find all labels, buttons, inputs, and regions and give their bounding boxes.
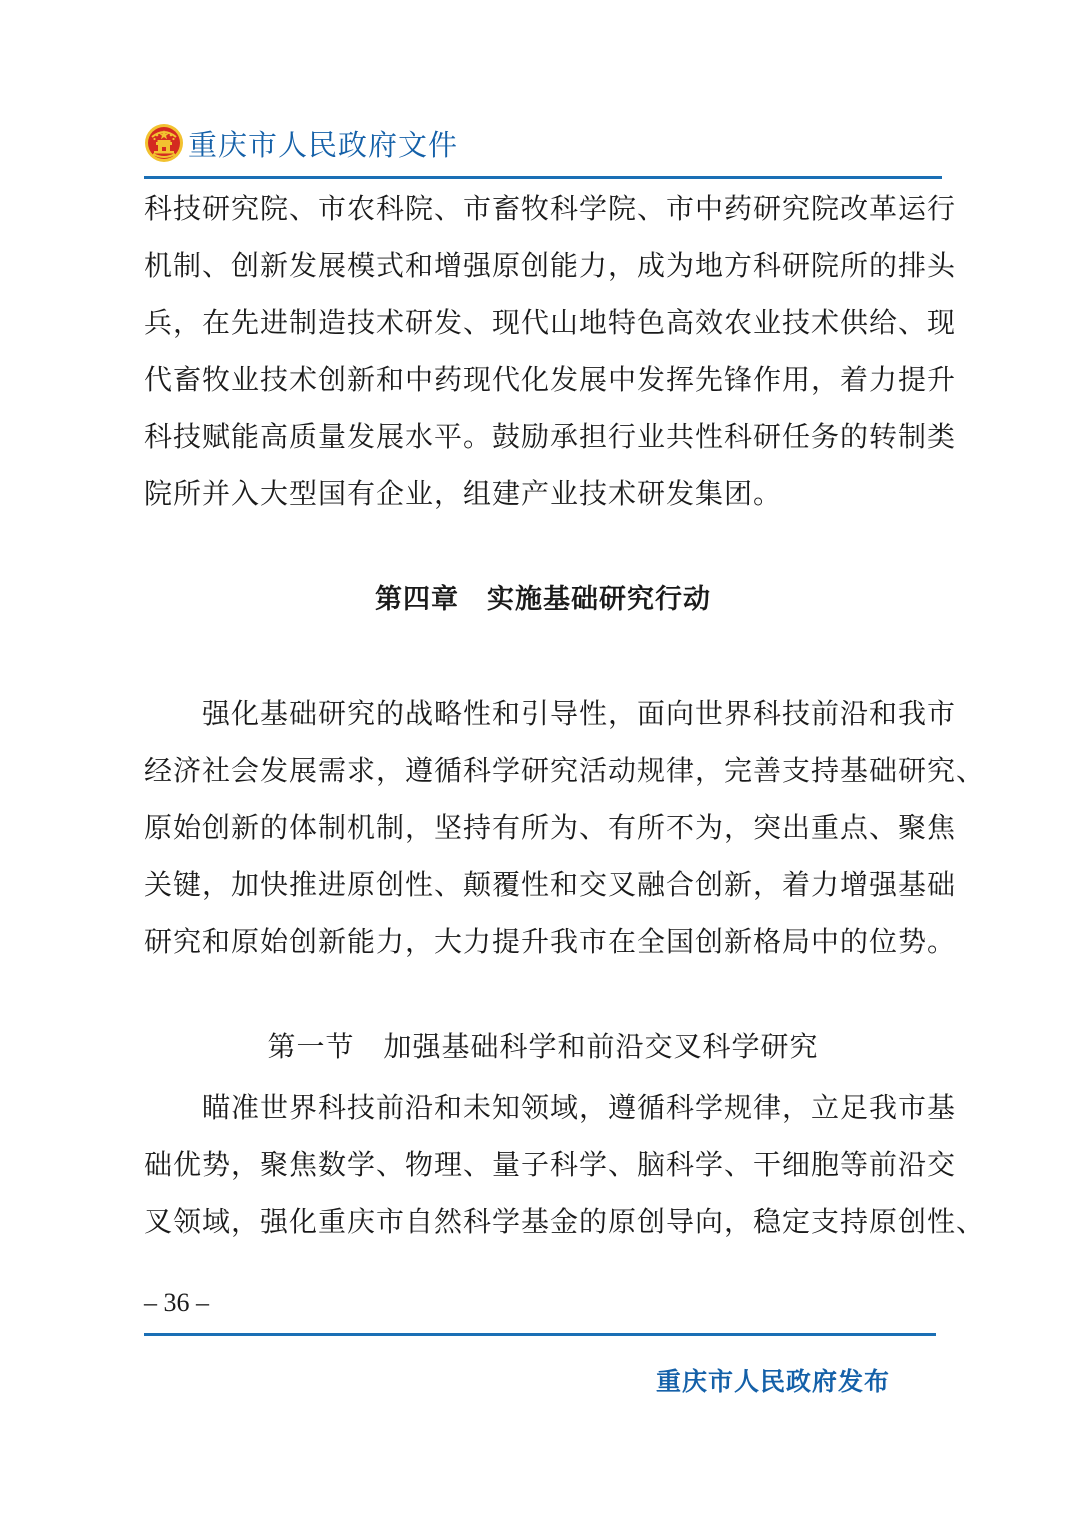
footer-rule [144, 1333, 936, 1336]
national-emblem-icon [144, 123, 184, 163]
text-line: 经济社会发展需求，遵循科学研究活动规律，完善支持基础研究、 [144, 754, 986, 787]
text-line: 科技赋能高质量发展水平。鼓励承担行业共性科研任务的转制类 [144, 420, 957, 453]
text-line: 关键，加快推进原创性、颠覆性和交叉融合创新，着力增强基础 [144, 868, 957, 901]
section-title: 第一节 加强基础科学和前沿交叉科学研究 [267, 1030, 819, 1063]
paragraph-3 [144, 1079, 986, 1250]
text-line: 代畜牧业技术创新和中药现代化发展中发挥先锋作用，着力提升 [144, 363, 957, 396]
text-line: 础优势，聚焦数学、物理、量子科学、脑科学、干细胞等前沿交 [144, 1148, 957, 1181]
text-line: 院所并入大型国有企业，组建产业技术研发集团。 [144, 477, 783, 510]
footer-publisher: 重庆市人民政府发布 [655, 1367, 890, 1396]
text-line: 机制、创新发展模式和增强原创能力，成为地方科研院所的排头 [144, 249, 957, 282]
paragraph-2 [144, 685, 986, 970]
header-title: 重庆市人民政府文件 [188, 127, 459, 162]
text-line: 兵，在先进制造技术研发、现代山地特色高效农业技术供给、现 [144, 306, 957, 339]
text-line: 科技研究院、市农科院、市畜牧科学院、市中药研究院改革运行 [144, 192, 957, 225]
document-header [144, 118, 458, 168]
page-number: – 36 – [144, 1288, 209, 1317]
text-line: 瞄准世界科技前沿和未知领域，遵循科学规律，立足我市基 [144, 1091, 957, 1124]
header-rule [144, 176, 942, 179]
chapter-title: 第四章 实施基础研究行动 [375, 584, 711, 615]
text-line: 叉领域，强化重庆市自然科学基金的原创导向，稳定支持原创性、 [144, 1205, 986, 1238]
paragraph-1 [144, 180, 957, 522]
text-line: 研究和原始创新能力，大力提升我市在全国创新格局中的位势。 [144, 925, 957, 958]
text-line: 强化基础研究的战略性和引导性，面向世界科技前沿和我市 [144, 697, 957, 730]
text-line: 原始创新的体制机制，坚持有所为、有所不为，突出重点、聚焦 [144, 811, 957, 844]
